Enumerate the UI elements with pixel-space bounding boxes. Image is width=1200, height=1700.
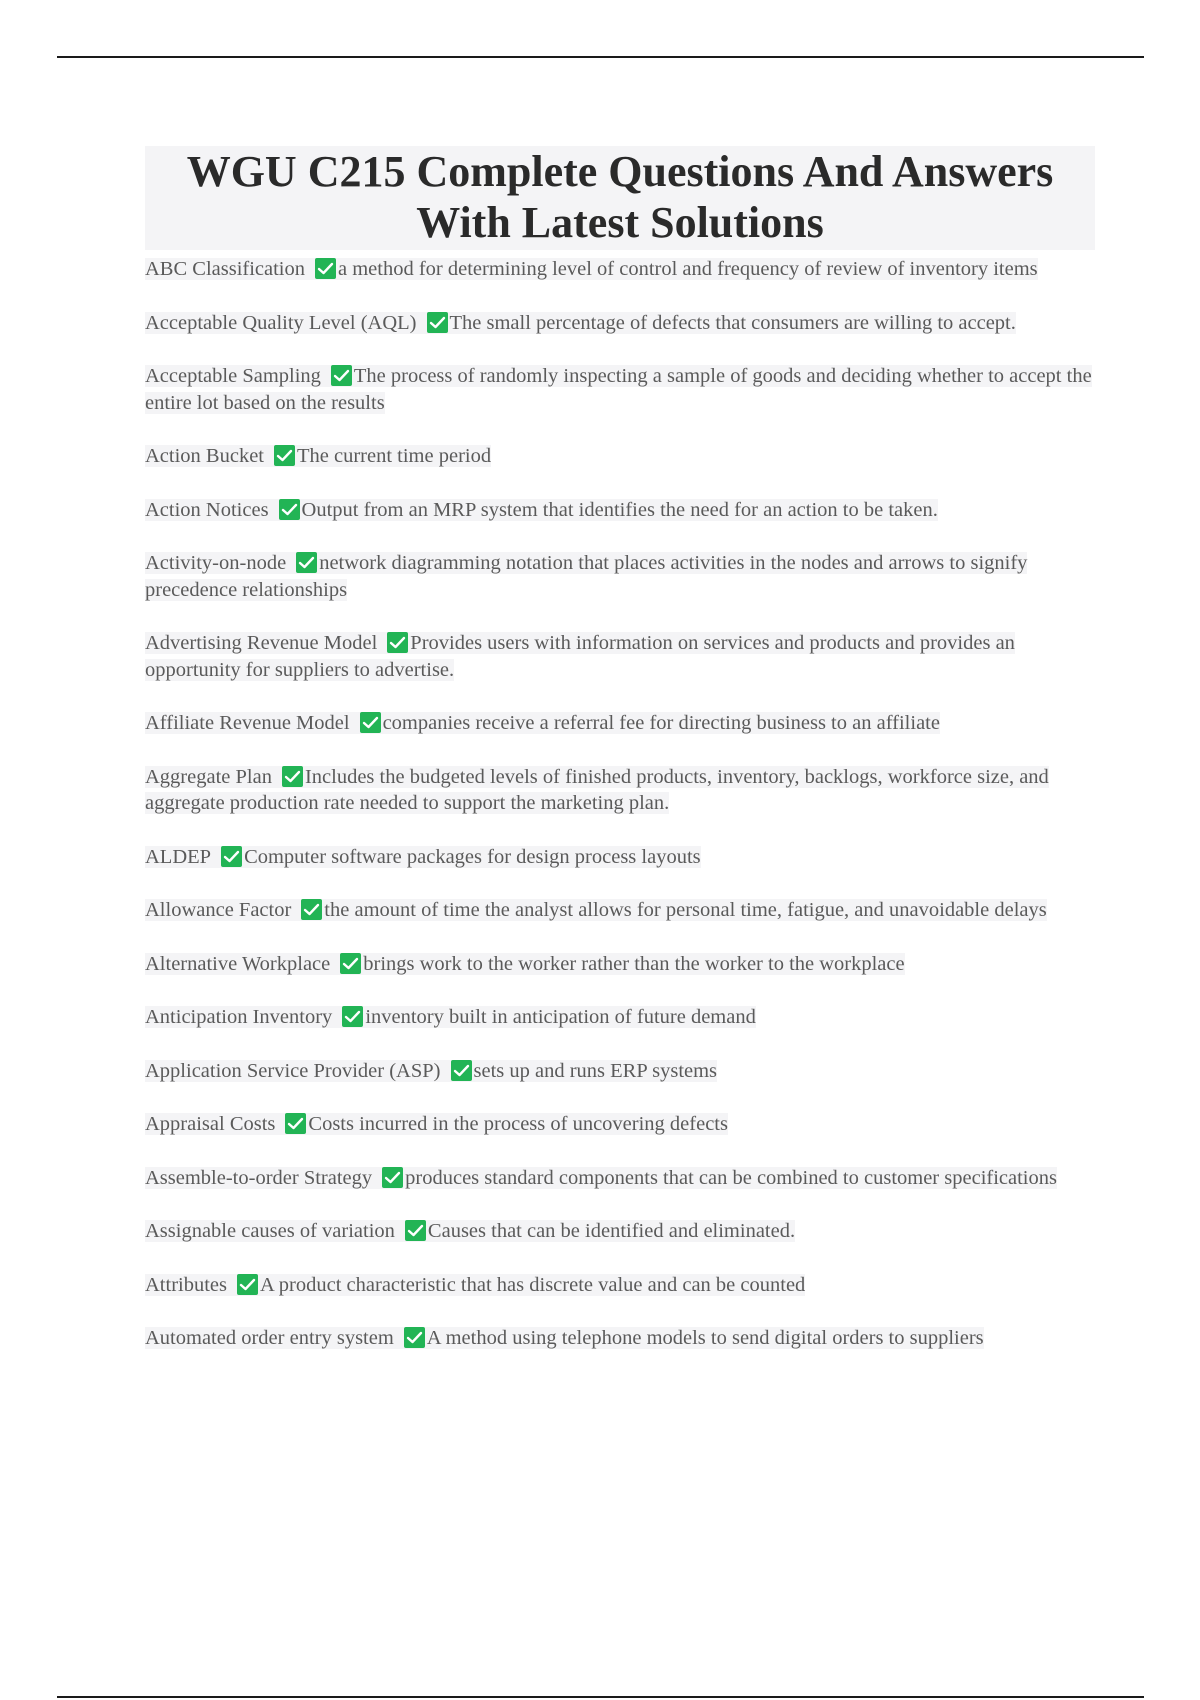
- entry-term: Aggregate Plan: [145, 765, 272, 788]
- qa-entry: [145, 443, 1095, 470]
- qa-entry: [145, 1325, 1095, 1352]
- bottom-rule: [57, 1696, 1144, 1698]
- qa-entry-text: [145, 1274, 805, 1296]
- entry-term: Alternative Workplace: [145, 952, 331, 975]
- qa-entry-text: [145, 846, 701, 868]
- qa-entry: [145, 363, 1095, 416]
- check-mark-icon: [387, 632, 408, 653]
- entry-definition: Computer software packages for design process layouts: [244, 845, 701, 868]
- check-mark-icon: [451, 1060, 472, 1081]
- check-mark-icon: [382, 1167, 403, 1188]
- qa-entry-text: [145, 499, 938, 521]
- document-title: WGU C215 Complete Questions And Answers With Latest Solutions: [186, 147, 1054, 247]
- check-mark-icon: [315, 258, 336, 279]
- qa-entry: [145, 844, 1095, 871]
- qa-entry-text: [145, 1220, 795, 1242]
- check-mark-icon: [404, 1327, 425, 1348]
- qa-entry: [145, 497, 1095, 524]
- qa-entry-text: [145, 1006, 756, 1028]
- entry-term: Appraisal Costs: [145, 1113, 276, 1135]
- qa-entry-text: [145, 953, 905, 975]
- qa-entry: [145, 1111, 1095, 1138]
- check-mark-icon: [282, 766, 303, 787]
- entry-definition: Provides users with information on services and products and provides an opportunity for suppliers to advertise.: [145, 632, 1015, 681]
- qa-entry-text: [145, 632, 1015, 681]
- entry-term: Assignable causes of variation: [145, 1220, 395, 1242]
- qa-entry-text: [145, 899, 1047, 921]
- entry-definition: a method for determining level of control and frequency of review of inventory items: [338, 258, 1038, 280]
- entry-definition: the amount of time the analyst allows for personal time, fatigue, and unavoidable delays: [324, 899, 1047, 921]
- entry-term: ABC Classification: [145, 258, 306, 280]
- entry-definition: companies receive a referral fee for directing business to an affiliate: [382, 712, 940, 734]
- entry-definition: Costs incurred in the process of uncovering defects: [308, 1113, 728, 1135]
- entry-term: ALDEP: [145, 845, 212, 868]
- check-mark-icon: [342, 1006, 363, 1027]
- entry-term: Automated order entry system: [145, 1327, 394, 1349]
- entry-term: Action Notices: [145, 498, 269, 521]
- qa-entry: [145, 256, 1095, 283]
- qa-entry: [145, 764, 1095, 817]
- check-mark-icon: [331, 365, 352, 386]
- entry-term: Acceptable Sampling: [145, 365, 321, 387]
- qa-entry: [145, 1218, 1095, 1245]
- qa-entry-text: [145, 766, 1049, 815]
- qa-entry-text: [145, 365, 1092, 414]
- qa-entry: [145, 1272, 1095, 1299]
- qa-entry: [145, 710, 1095, 737]
- entry-term: Allowance Factor: [145, 899, 292, 921]
- entry-definition: inventory built in anticipation of future demand: [365, 1006, 756, 1028]
- entry-term: Activity-on-node: [145, 552, 287, 574]
- qa-entry: [145, 897, 1095, 924]
- qa-entry-text: [145, 1113, 728, 1135]
- entry-definition: A product characteristic that has discrete value and can be counted: [260, 1273, 806, 1296]
- check-mark-icon: [279, 499, 300, 520]
- entry-term: Attributes: [145, 1273, 227, 1296]
- check-mark-icon: [285, 1113, 306, 1134]
- entry-definition: network diagramming notation that places activities in the nodes and arrows to signify precedence relationships: [145, 552, 1028, 601]
- entry-definition: The small percentage of defects that consumers are willing to accept.: [449, 311, 1016, 334]
- qa-entry: [145, 630, 1095, 683]
- entry-definition: produces standard components that can be combined to customer specifications: [405, 1166, 1057, 1189]
- entry-term: Affiliate Revenue Model: [145, 712, 350, 734]
- qa-entry: [145, 951, 1095, 978]
- check-mark-icon: [237, 1274, 258, 1295]
- qa-entry: [145, 550, 1095, 603]
- qa-entry-text: [145, 258, 1038, 280]
- qa-entry-text: [145, 712, 940, 734]
- entry-term: Advertising Revenue Model: [145, 632, 378, 654]
- check-mark-icon: [340, 953, 361, 974]
- entry-term: Acceptable Quality Level (AQL): [145, 311, 417, 334]
- entry-definition: brings work to the worker rather than the worker to the workplace: [363, 952, 905, 975]
- check-mark-icon: [221, 846, 242, 867]
- entry-definition: The process of randomly inspecting a sample of goods and deciding whether to accept the entire lot based on the results: [145, 365, 1092, 414]
- entry-term: Action Bucket: [145, 445, 264, 467]
- check-mark-icon: [360, 712, 381, 733]
- qa-entry: [145, 310, 1095, 337]
- qa-entry: [145, 1004, 1095, 1031]
- entry-definition: Causes that can be identified and eliminated.: [427, 1220, 796, 1242]
- check-mark-icon: [427, 312, 448, 333]
- qa-entry-text: [145, 312, 1016, 334]
- entry-term: Anticipation Inventory: [145, 1006, 333, 1028]
- qa-entry-text: [145, 552, 1027, 601]
- entry-definition: sets up and runs ERP systems: [473, 1059, 718, 1082]
- entry-list: [145, 256, 1095, 1352]
- qa-entry: [145, 1058, 1095, 1085]
- check-mark-icon: [405, 1220, 426, 1241]
- check-mark-icon: [296, 552, 317, 573]
- entry-definition: Output from an MRP system that identifies the need for an action to be taken.: [301, 498, 938, 521]
- title-block: [145, 146, 1095, 250]
- entry-term: Application Service Provider (ASP): [145, 1059, 441, 1082]
- top-rule: [57, 56, 1144, 58]
- qa-entry-text: [145, 1327, 984, 1349]
- document-body: [145, 146, 1095, 1379]
- qa-entry-text: [145, 1167, 1057, 1189]
- check-mark-icon: [301, 899, 322, 920]
- qa-entry-text: [145, 445, 491, 467]
- qa-entry-text: [145, 1060, 717, 1082]
- qa-entry: [145, 1165, 1095, 1192]
- entry-definition: A method using telephone models to send digital orders to suppliers: [426, 1327, 984, 1349]
- entry-term: Assemble-to-order Strategy: [145, 1166, 373, 1189]
- check-mark-icon: [274, 445, 295, 466]
- entry-definition: The current time period: [297, 445, 492, 467]
- entry-definition: Includes the budgeted levels of finished products, inventory, backlogs, workforce size, and aggregate production rate needed to support the marketing plan.: [145, 765, 1049, 814]
